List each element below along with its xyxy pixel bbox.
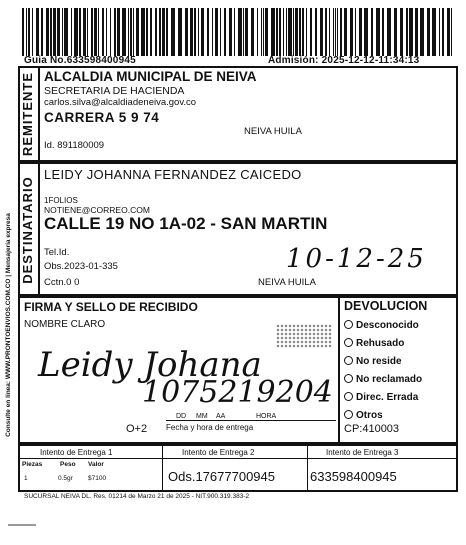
barcode-bar	[283, 8, 284, 56]
return-reason-unclaimed: No reclamado	[344, 374, 422, 385]
barcode-bar	[162, 8, 165, 56]
recipient-obs: Obs.2023-01-335	[44, 261, 118, 272]
barcode-bar	[91, 8, 93, 56]
barcode-bar	[190, 8, 193, 56]
datetime-col-hora: HORA	[256, 413, 277, 420]
barcode-bar	[371, 8, 373, 56]
barcode-bar	[87, 8, 88, 56]
return-cp: CP:410003	[344, 423, 400, 435]
barcode-bar	[350, 8, 353, 56]
corner-mark	[8, 524, 36, 526]
recipient-cctn: Cctn.0 0	[44, 277, 80, 288]
recipient-name: LEIDY JOHANNA FERNANDEZ CAICEDO	[44, 167, 302, 182]
weight-label: Peso	[60, 461, 76, 468]
sender-divider	[38, 66, 40, 162]
barcode-bar	[98, 8, 99, 56]
return-reason-wrong-address: Direc. Errada	[344, 392, 418, 403]
barcode-bar	[212, 8, 213, 56]
barcode-bar	[201, 8, 204, 56]
barcode-bar	[320, 8, 323, 56]
barcode-bar	[83, 8, 86, 56]
sender-name: ALCALDIA MUNICIPAL DE NEIVA	[44, 69, 257, 84]
barcode-bar	[243, 8, 244, 56]
attempt-guide-number: 633598400945	[310, 469, 397, 484]
barcode-bar	[409, 8, 413, 56]
barcode-bar	[22, 8, 24, 56]
recipient-address: CALLE 19 NO 1A-02 - SAN MARTIN	[44, 214, 328, 233]
barcode-bar	[136, 8, 139, 56]
barcode-bar	[364, 8, 368, 56]
barcode-bar	[302, 8, 304, 56]
attempts-divider-1	[162, 444, 163, 490]
barcode-bar	[159, 8, 161, 56]
barcode-bar	[166, 8, 168, 56]
barcode-bar	[387, 8, 391, 56]
barcode-bar	[41, 8, 43, 56]
attempts-divider-2	[307, 444, 308, 490]
barcode-bar	[229, 8, 232, 56]
barcode-bar	[26, 8, 27, 56]
recipient-email: NOTIENE@CORREO.COM	[44, 205, 150, 215]
guide-number: Guia No.633598400945	[24, 55, 136, 66]
barcode-bar	[102, 8, 104, 56]
sender-email: carlos.silva@alcaldiadeneiva.gov.co	[44, 97, 197, 108]
attempt-2-label: Intento de Entrega 2	[182, 448, 255, 457]
barcode-bar	[220, 8, 221, 56]
barcode-bar	[122, 8, 126, 56]
barcode-bar	[110, 8, 111, 56]
attempt-1-label: Intento de Entrega 1	[40, 448, 113, 457]
return-reason-refused: Rehusado	[344, 338, 404, 349]
barcode-bar	[394, 8, 397, 56]
barcode-bar	[141, 8, 145, 56]
barcode-bar	[114, 8, 116, 56]
barcode-bar	[234, 8, 235, 56]
barcode-bar	[355, 8, 356, 56]
barcode-bar	[194, 8, 196, 56]
barcode-bar	[238, 8, 242, 56]
barcode-bar	[288, 8, 292, 56]
barcode-bar	[150, 8, 152, 56]
barcode-bar	[64, 8, 68, 56]
barcode-bar	[310, 8, 312, 56]
return-reason-unknown: Desconocido	[344, 320, 419, 331]
barcode-bar	[325, 8, 327, 56]
ods-number: Ods.17677700945	[168, 469, 275, 484]
sender-section-label: REMITENTE	[20, 71, 35, 157]
barcode-bar	[315, 8, 317, 56]
barcode-bar	[261, 8, 262, 56]
barcode-bar	[133, 8, 134, 56]
barcode-bar	[442, 8, 444, 56]
datetime-col-mm: MM	[196, 413, 208, 420]
barcode-bar	[406, 8, 408, 56]
barcode-bar	[74, 8, 78, 56]
attempts-header-line	[18, 458, 458, 459]
barcode-bar	[94, 8, 97, 56]
barcode-bar	[128, 8, 129, 56]
barcode-bar	[340, 8, 342, 56]
barcode-bar	[46, 8, 49, 56]
recipient-section-label: DESTINATARIO	[20, 176, 35, 284]
signature-mark: O+2	[126, 423, 148, 435]
sender-id: Id. 891180009	[44, 140, 105, 151]
handwritten-date: 10-12-25	[286, 244, 427, 274]
barcode-bar	[415, 8, 418, 56]
datetime-line	[166, 420, 336, 421]
barcode-bar	[376, 8, 380, 56]
barcode-bar	[265, 8, 268, 56]
value-label: Valor	[88, 461, 104, 468]
barcode-bar	[333, 8, 334, 56]
barcode	[22, 8, 452, 56]
barcode-bar	[62, 8, 63, 56]
barcode-bar	[432, 8, 436, 56]
return-reason-not-resident: No reside	[344, 356, 402, 367]
barcode-bar	[28, 8, 30, 56]
name-label: NOMBRE CLARO	[24, 319, 106, 330]
pieces-label: Piezas	[22, 461, 43, 468]
barcode-bar	[79, 8, 81, 56]
recipient-city: NEIVA HUILA	[258, 277, 316, 288]
value-amount: $7100	[88, 475, 107, 482]
barcode-bar	[257, 8, 258, 56]
barcode-bar	[155, 8, 157, 56]
barcode-bar	[251, 8, 254, 56]
barcode-bar	[36, 8, 39, 56]
datetime-col-dd: DD	[176, 413, 187, 420]
barcode-bar	[382, 8, 384, 56]
barcode-bar	[32, 8, 33, 56]
recipient-divider	[38, 162, 40, 296]
barcode-bar	[276, 8, 278, 56]
recipient-folios: 1FOLIOS	[44, 196, 78, 205]
barcode-bar	[130, 8, 132, 56]
barcode-bar	[207, 8, 209, 56]
return-box	[338, 296, 458, 444]
barcode-bar	[439, 8, 440, 56]
barcode-bar	[117, 8, 120, 56]
return-title: DEVOLUCION	[344, 299, 428, 313]
sender-city: NEIVA HUILA	[244, 126, 302, 137]
barcode-bar	[171, 8, 175, 56]
barcode-bar	[335, 8, 336, 56]
sender-department: SECRETARIA DE HACIENDA	[44, 85, 185, 97]
barcode-bar	[337, 8, 338, 56]
barcode-bar	[224, 8, 226, 56]
datetime-col-aa: AA	[216, 413, 226, 420]
barcode-bar	[299, 8, 301, 56]
barcode-bar	[198, 8, 199, 56]
barcode-bar	[178, 8, 182, 56]
signature-title: FIRMA Y SELLO DE RECIBIDO	[24, 300, 198, 314]
recipient-tel: Tel.Id.	[44, 247, 70, 258]
barcode-bar	[245, 8, 248, 56]
barcode-bar	[279, 8, 281, 56]
side-note: Consulte en línea: WWW.PRONTOENVIOS.COM.CO | Mensajería expresa	[5, 213, 12, 437]
stamp-smudge	[276, 324, 332, 348]
barcode-bar	[286, 8, 287, 56]
return-reason-other: Otros	[344, 410, 383, 421]
barcode-bar	[146, 8, 148, 56]
attempt-3-label: Intento de Entrega 3	[326, 448, 399, 457]
barcode-bar	[57, 8, 60, 56]
admission-date: Admisión: 2025-12-12-11:34:13	[268, 55, 420, 66]
signature-line-2: 1075219204	[142, 375, 333, 410]
signature-line-1: Leidy Johana	[38, 345, 262, 385]
barcode-bar	[271, 8, 275, 56]
barcode-bar	[420, 8, 424, 56]
datetime-label: Fecha y hora de entrega	[166, 423, 254, 432]
barcode-bar	[344, 8, 347, 56]
barcode-bar	[359, 8, 362, 56]
barcode-bar	[447, 8, 450, 56]
barcode-bar	[71, 8, 72, 56]
barcode-bar	[329, 8, 330, 56]
sender-address: CARRERA 5 9 74	[44, 110, 160, 125]
barcode-bar	[400, 8, 403, 56]
weight-value: 0.5gr	[58, 475, 73, 482]
barcode-bar	[106, 8, 107, 56]
barcode-bar	[185, 8, 188, 56]
barcode-bar	[53, 8, 56, 56]
barcode-bar	[293, 8, 294, 56]
barcode-bar	[451, 8, 452, 56]
barcode-bar	[263, 8, 264, 56]
barcode-bar	[215, 8, 218, 56]
pieces-value: 1	[24, 475, 28, 482]
barcode-bar	[50, 8, 52, 56]
barcode-bar	[427, 8, 430, 56]
footer-text: SUCURSAL NEIVA DL. Res. 01214 de Marzo 21 de 2025 - NIT.900.319.383-2	[24, 493, 250, 500]
barcode-bar	[306, 8, 307, 56]
barcode-bar	[295, 8, 298, 56]
